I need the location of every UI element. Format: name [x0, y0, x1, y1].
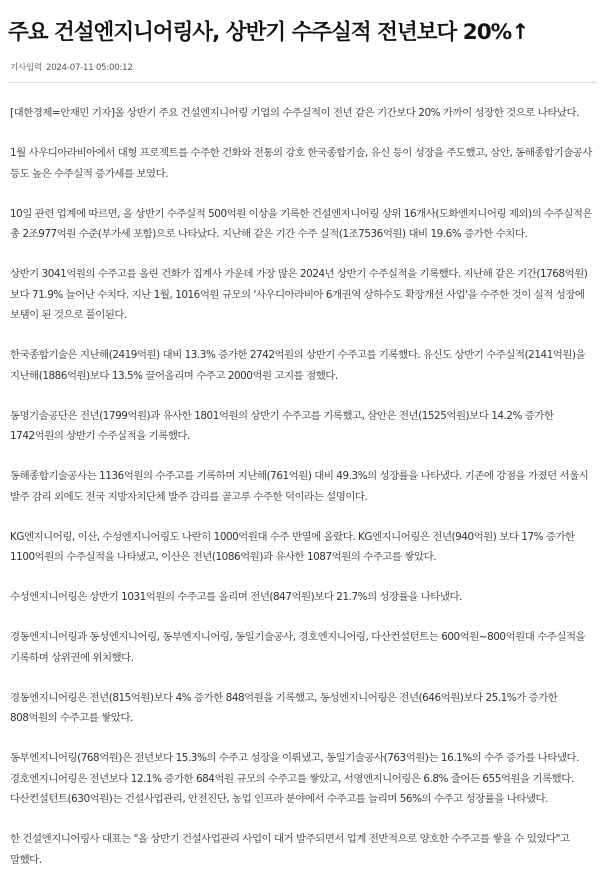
headline: [8, 18, 598, 48]
up-arrow-icon: ↑: [511, 20, 529, 46]
dateline: [10, 61, 133, 73]
paragraph: 1월 사우디아라비아에서 대형 프로젝트를 수주한 건화와 전통의 강호 한국종합기술, 유신 등이 성장을 주도했고, 삼안, 동해종합기술공사 등도 높은 수주실적 증가세를 보였다.: [10, 147, 592, 180]
paragraph: KG엔지니어링, 이산, 수성엔지니어링도 나란히 1000억원대 수주 반열에 올랐다. KG엔지니어링은 전년(940억원) 보다 17% 증가한 1100억원의 수주실적을 나타냈고, 이산은 전년(1086억원)과 유사한 1087억원의 수주고를 쌓았다.: [10, 530, 575, 563]
paragraph: 동해종합기술공사는 1136억원의 수주고를 기록하며 지난해(761억원) 대비 49.3%의 성장률을 나타냈다. 기존에 강점을 가졌던 서울시 발주 감리 외에도 전국 지방자치단체 발주 감리를 골고루 수주한 덕이라는 설명이다.: [10, 470, 589, 503]
paragraph: 수성엔지니어링은 상반기 1031억원의 수주고를 올리며 전년(847억원)보다 21.7%의 성장률을 나타냈다.: [10, 591, 462, 603]
paragraph: 상반기 3041억원의 수주고를 올린 건화가 집계사 가운데 가장 많은 2024년 상반기 수주실적을 기록했다. 지난해 같은 기간(1768억원)보다 71.9% 늘어난 수치다. 지난 1월, 1016억원 규모의 '사우디아라비아 6개권역 상하수도 확장개선 사업'을 수주한 것이 실적 성장에 보탬이 된 것으로 풀이된다.: [10, 268, 588, 321]
paragraph: 경동엔지니어링과 동성엔지니어링, 동부엔지니어링, 동일기술공사, 경호엔지니어링, 다산컨설턴트는 600억원~800억원대 수주실적을 기록하며 상위권에 위치했다.: [10, 631, 586, 664]
paragraph: 동명기술공단은 전년(1799억원)과 유사한 1801억원의 상반기 수주고를 기록했고, 삼안은 전년(1525억원)보다 14.2% 증가한 1742억원의 상반기 수주실적을 기록했다.: [10, 409, 554, 442]
paragraph: 한 건설엔지니어링사 대표는 "올 상반기 건설사업관리 사업이 대거 발주되면서 업계 전반적으로 양호한 수주고를 쌓을 수 있었다"고 말했다.: [10, 833, 570, 866]
paragraph: 10일 관련 업계에 따르면, 올 상반기 수주실적 500억원 이상을 기록한 건설엔지니어링 상위 16개사(도화엔지니어링 제외)의 수주실적은 총 2조977억원 수준(부가세 포함)으로 나타났다. 지난해 같은 기간 수주 실적(1조7536억원) 대비 19.6% 증가한 수치다.: [10, 207, 593, 240]
divider: [7, 82, 597, 83]
headline-text: 주요 건설엔지니어링사, 상반기 수주실적 전년보다 20%: [8, 20, 512, 46]
article-body: [10, 103, 595, 890]
paragraph: [대한경제=안재민 기자]올 상반기 주요 건설엔지니어링 기업의 수주실적이 전년 같은 기간보다 20% 가까이 성장한 것으로 나타났다.: [10, 107, 579, 119]
paragraph: 한국종합기술은 지난해(2419억원) 대비 13.3% 증가한 2742억원의 상반기 수주고를 기록했다. 유신도 상반기 수주실적(2141억원)을 지난해(1886억원)보다 13.5% 끌어올리며 수주고 2000억원 고지를 점했다.: [10, 349, 586, 382]
paragraph: 동부엔지니어링(768억원)은 전년보다 15.3%의 수주고 성장을 이뤄냈고, 동일기술공사(763억원)는 16.1%의 수주 증가를 나타냈다. 경호엔지니어링은 전년보다 12.1% 증가한 684억원 규모의 수주고를 쌓았고, 서영엔지니어링은 6.8% 줄어든 655억원을 기록했다. 다산컨설턴트(630억원)는 건설사업관리, 안전진단, 농업 인프라 분야에서 수주고를 늘리며 56%의 수주고 성장률을 나타냈다.: [10, 752, 579, 805]
date-label: 기사입력: [10, 63, 43, 73]
paragraph: 경동엔지니어링은 전년(815억원)보다 4% 증가한 848억원을 기록했고, 동성엔지니어링은 전년(646억원)보다 25.1%가 증가한 808억원의 수주고를 쌓았다.: [10, 691, 558, 724]
date-value: 2024-07-11 05:00:12: [46, 63, 133, 73]
